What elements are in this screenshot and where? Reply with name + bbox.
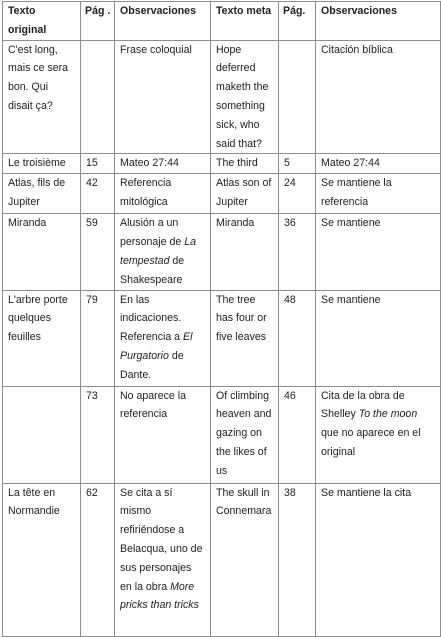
work-title: More pricks than tricks (120, 580, 199, 612)
source-text-cell: La tête en Normandie (3, 483, 81, 636)
source-notes-cell (115, 154, 211, 174)
target-text-cell: Of climbing heaven and gazing on the likes of us (211, 386, 279, 483)
source-notes-cell (115, 40, 211, 154)
target-text-cell: The third (211, 154, 279, 174)
header-source-text: Texto original (3, 2, 81, 41)
target-text-cell: Miranda (211, 214, 279, 290)
source-page-cell: 62 (81, 483, 115, 636)
source-text-cell: C'est long, mais ce sera bon. Qui disait ça? (3, 40, 81, 154)
note-text: Se cita a sí mismo refiriéndose a Belacqua, uno de sus personajes en la obra (120, 486, 203, 593)
header-target-notes: Observaciones (316, 2, 441, 41)
source-notes-cell (115, 214, 211, 290)
note-text: Cita de la obra de Shelley (321, 389, 405, 421)
note-text: Se mantiene la referencia (321, 177, 392, 209)
source-text-cell: L'arbre porte quelques feuilles (3, 290, 81, 386)
work-title: To the moon (358, 408, 418, 421)
target-notes-cell (316, 290, 441, 386)
target-text-cell: Hope deferred maketh the something sick, who said that? (211, 40, 279, 154)
table-row (3, 40, 441, 154)
work-title: La tempestad (120, 236, 196, 267)
target-page-cell: 24 (279, 174, 316, 214)
note-text: Alusión a un personaje de (120, 217, 185, 249)
target-text-cell: Atlas son of Jupiter (211, 174, 279, 214)
note-text: No aparece la referencia (120, 389, 186, 421)
note-text: En las indicaciones. Referencia a (120, 293, 184, 344)
table-row (3, 483, 441, 636)
note-text: de Shakespeare (120, 254, 185, 286)
note-text: Se mantiene (321, 293, 381, 306)
source-notes-cell (115, 386, 211, 483)
source-notes-cell (115, 290, 211, 386)
target-page-cell: 38 (279, 483, 316, 636)
header-source-page: Pág . (81, 2, 115, 41)
table-header-row (3, 2, 441, 41)
header-target-text: Texto meta (211, 2, 279, 41)
target-notes-cell (316, 40, 441, 154)
target-notes-cell (316, 174, 441, 214)
source-page-cell: 79 (81, 290, 115, 386)
target-text-cell: The tree has four or five leaves (211, 290, 279, 386)
target-notes-cell (316, 214, 441, 290)
note-text: Mateo 27:44 (321, 157, 380, 170)
target-text-cell: The skull in Connemara (211, 483, 279, 636)
header-source-notes: Observaciones (115, 2, 211, 41)
source-notes-cell (115, 483, 211, 636)
note-text: Referencia mitológica (120, 177, 172, 209)
source-page-cell: 42 (81, 174, 115, 214)
source-notes-cell (115, 174, 211, 214)
note-text: que no aparece en el original (321, 427, 421, 458)
target-notes-cell (316, 386, 441, 483)
header-target-page: Pág. (279, 2, 316, 41)
table-row (3, 386, 441, 483)
translation-comparison-table (2, 1, 441, 637)
work-title: El Purgatorio (120, 331, 193, 362)
note-text: de Dante. (120, 349, 184, 381)
target-page-cell: 36 (279, 214, 316, 290)
note-text: Citación bíblica (321, 43, 393, 56)
target-notes-cell (316, 483, 441, 636)
source-text-cell: Le troisième (3, 154, 81, 174)
source-page-cell: 15 (81, 154, 115, 174)
table-row (3, 214, 441, 290)
source-page-cell: 59 (81, 214, 115, 290)
note-text: Frase coloquial (120, 43, 192, 56)
note-text: Se mantiene la cita (321, 486, 412, 499)
target-page-cell (279, 40, 316, 154)
source-text-cell (3, 386, 81, 483)
target-page-cell: 48 (279, 290, 316, 386)
source-page-cell (81, 40, 115, 154)
source-page-cell: 73 (81, 386, 115, 483)
target-notes-cell (316, 154, 441, 174)
table-row (3, 174, 441, 214)
table-row (3, 154, 441, 174)
note-text: Se mantiene (321, 217, 381, 230)
source-text-cell: Atlas, fils de Jupiter (3, 174, 81, 214)
table-row (3, 290, 441, 386)
note-text: Mateo 27:44 (120, 157, 179, 170)
target-page-cell: 46 (279, 386, 316, 483)
source-text-cell: Miranda (3, 214, 81, 290)
target-page-cell: 5 (279, 154, 316, 174)
